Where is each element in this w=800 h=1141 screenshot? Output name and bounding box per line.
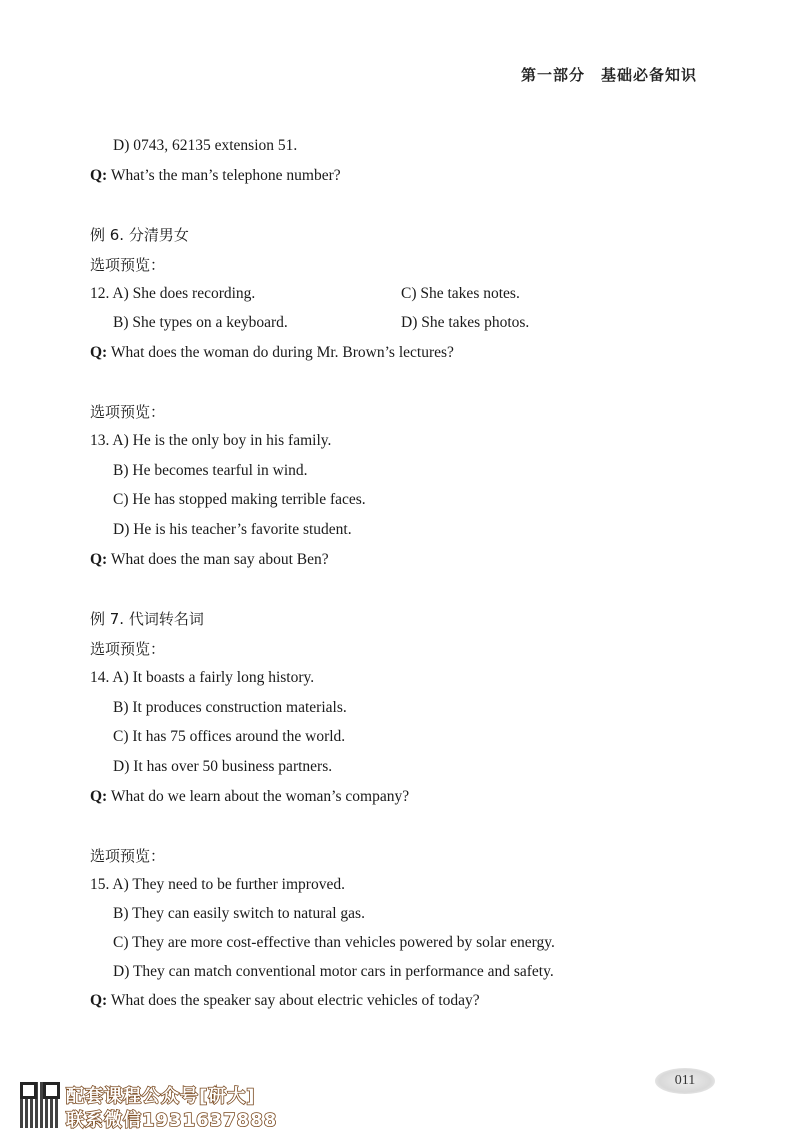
option-line: C) They are more cost-effective than vehicles powered by solar energy. [113,934,555,951]
option-line: D) He is his teacher’s favorite student. [113,521,352,538]
option-line: 13. A) He is the only boy in his family. [90,432,332,449]
cjk-heading: 选项预览： [90,847,166,865]
question-line [90,550,329,570]
promo-line-2: 联系微信1931637888 [66,1110,278,1131]
option-left: B) She types on a keyboard. [113,314,288,331]
option-line: B) They can easily switch to natural gas. [113,905,365,922]
option-row [113,313,530,333]
option-line: D) They can match conventional motor cars in performance and safety. [113,963,554,980]
question-label: Q: [90,788,108,805]
question-label: Q: [90,167,108,184]
option-line: D) It has over 50 business partners. [113,758,333,775]
question-text: What does the woman do during Mr. Brown’s lectures? [107,344,454,361]
option-line: C) It has 75 offices around the world. [113,728,346,745]
page-number [655,1068,715,1094]
option-line: D) 0743, 62135 extension 51. [113,137,298,154]
option-line: B) It produces construction materials. [113,699,347,716]
option-left: 12. A) She does recording. [90,285,256,302]
cjk-heading: 例 6. 分清男女 [90,226,189,244]
question-line [90,166,341,186]
option-right: C) She takes notes. [401,285,520,302]
question-text: What does the speaker say about electric vehicles of today? [107,992,480,1009]
option-line: B) He becomes tearful in wind. [113,462,308,479]
option-right: D) She takes photos. [401,314,530,331]
question-text: What do we learn about the woman’s company? [107,788,410,805]
page-number-text: 011 [674,1073,696,1088]
cjk-heading: 选项预览： [90,403,166,421]
question-text: What does the man say about Ben? [107,551,329,568]
option-line: 14. A) It boasts a fairly long history. [90,669,315,686]
option-line: C) He has stopped making terrible faces. [113,491,366,508]
question-label: Q: [90,551,108,568]
section-header: 第一部分 基础必备知识 [520,66,697,84]
qr-code-icon [20,1082,60,1128]
cjk-heading: 例 7. 代词转名词 [90,610,204,628]
question-line [90,787,409,807]
question-line [90,343,454,363]
question-line [90,991,480,1011]
cjk-heading: 选项预览： [90,640,166,658]
promo-line-1: 配套课程公众号[研大] [66,1086,256,1107]
option-line: 15. A) They need to be further improved. [90,876,345,893]
question-text: What’s the man’s telephone number? [107,167,341,184]
cjk-heading: 选项预览： [90,256,166,274]
question-label: Q: [90,344,108,361]
question-label: Q: [90,992,108,1009]
option-row [90,284,520,304]
